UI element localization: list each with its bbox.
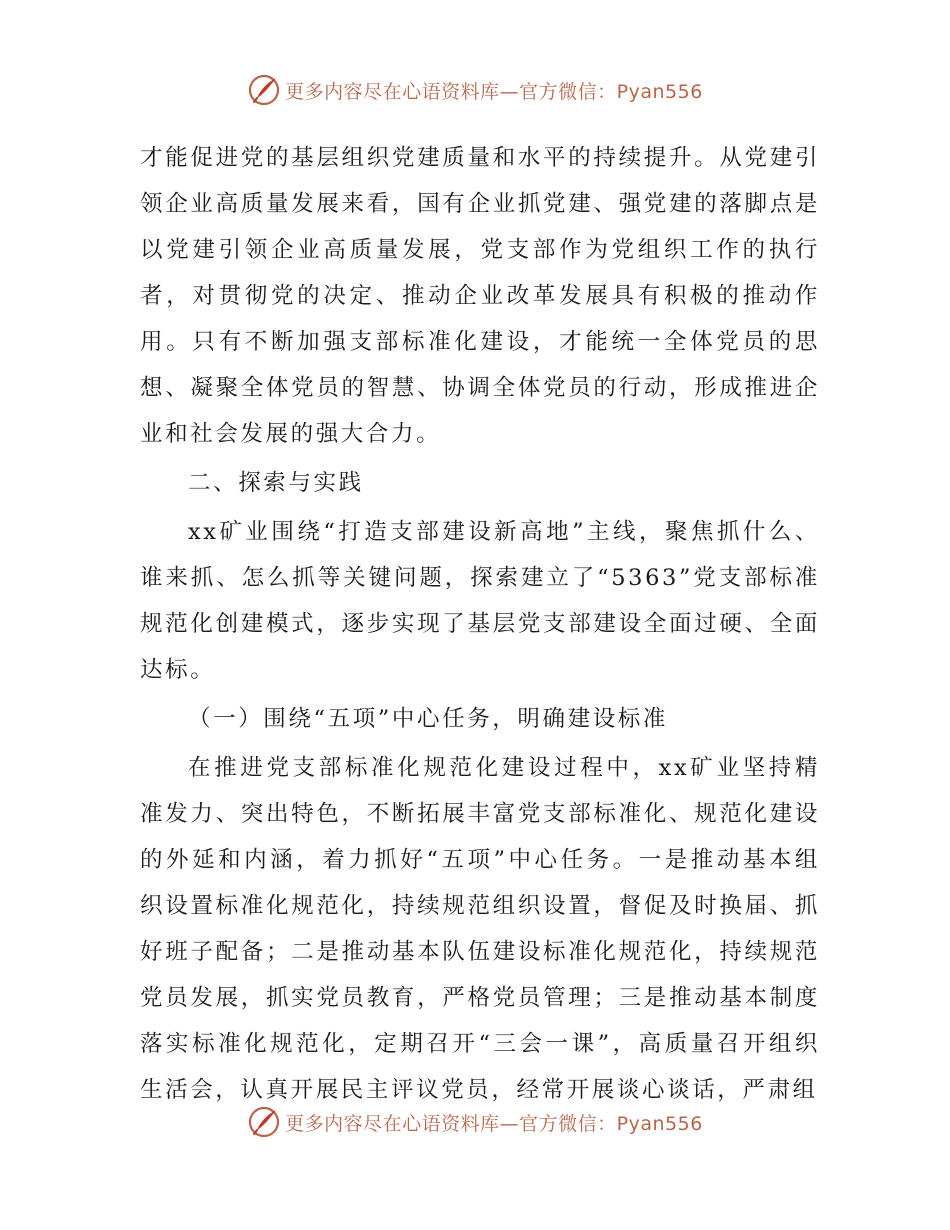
feather-pen-logo-icon bbox=[247, 1105, 281, 1139]
paragraph-1: 才能促进党的基层组织党建质量和水平的持续提升。从党建引领企业高质量发展来看，国有企业抓党建、强党建的落脚点是以党建引领企业高质量发展，党支部作为党组织工作的执行者，对贯彻党的决定、推动企业改革发展具有积极的推动作用。只有不断加强支部标准化建设，才能统一全体党员的思想、凝聚全体党员的智慧、协调全体党员的行动，形成推进企业和社会发展的强大合力。 bbox=[140, 145, 820, 447]
paragraph-2: xx矿业围绕“打造支部建设新高地”主线，聚焦抓什么、谁来抓、怎么抓等关键问题，探索建立了“5363”党支部标准规范化创建模式，逐步实现了基层党支部建设全面过硬、全面达标。 bbox=[140, 519, 820, 683]
section-heading-2: 二、探索与实践 bbox=[188, 470, 364, 496]
paragraph-3: 在推进党支部标准化规范化建设过程中，xx矿业坚持精准发力、突出特色，不断拓展丰富党支部标准化、规范化建设的外延和内涵，着力抓好“五项”中心任务。一是推动基本组织设置标准化规范化，持续规范组织设置，督促及时换届、抓好班子配备；二是推动基本队伍建设标准化规范化，持续规范党员发展，抓实党员教育，严格党员管理；三是推动基本制度落实标准化规范化，定期召开“三会一课”，高质量召开组织生活会，认真开展民主评议党员，经常开展谈心谈话，严肃组 bbox=[140, 755, 820, 1103]
header-watermark bbox=[0, 70, 950, 110]
subsection-heading-1: （一）围绕“五项”中心任务，明确建设标准 bbox=[188, 706, 669, 732]
watermark-text: 更多内容尽在心语资料库—官方微信：Pyan556 bbox=[285, 1112, 703, 1135]
footer-watermark bbox=[0, 1102, 950, 1142]
document-body bbox=[140, 135, 820, 1113]
watermark-text: 更多内容尽在心语资料库—官方微信：Pyan556 bbox=[285, 80, 703, 103]
feather-pen-logo-icon bbox=[247, 73, 281, 107]
